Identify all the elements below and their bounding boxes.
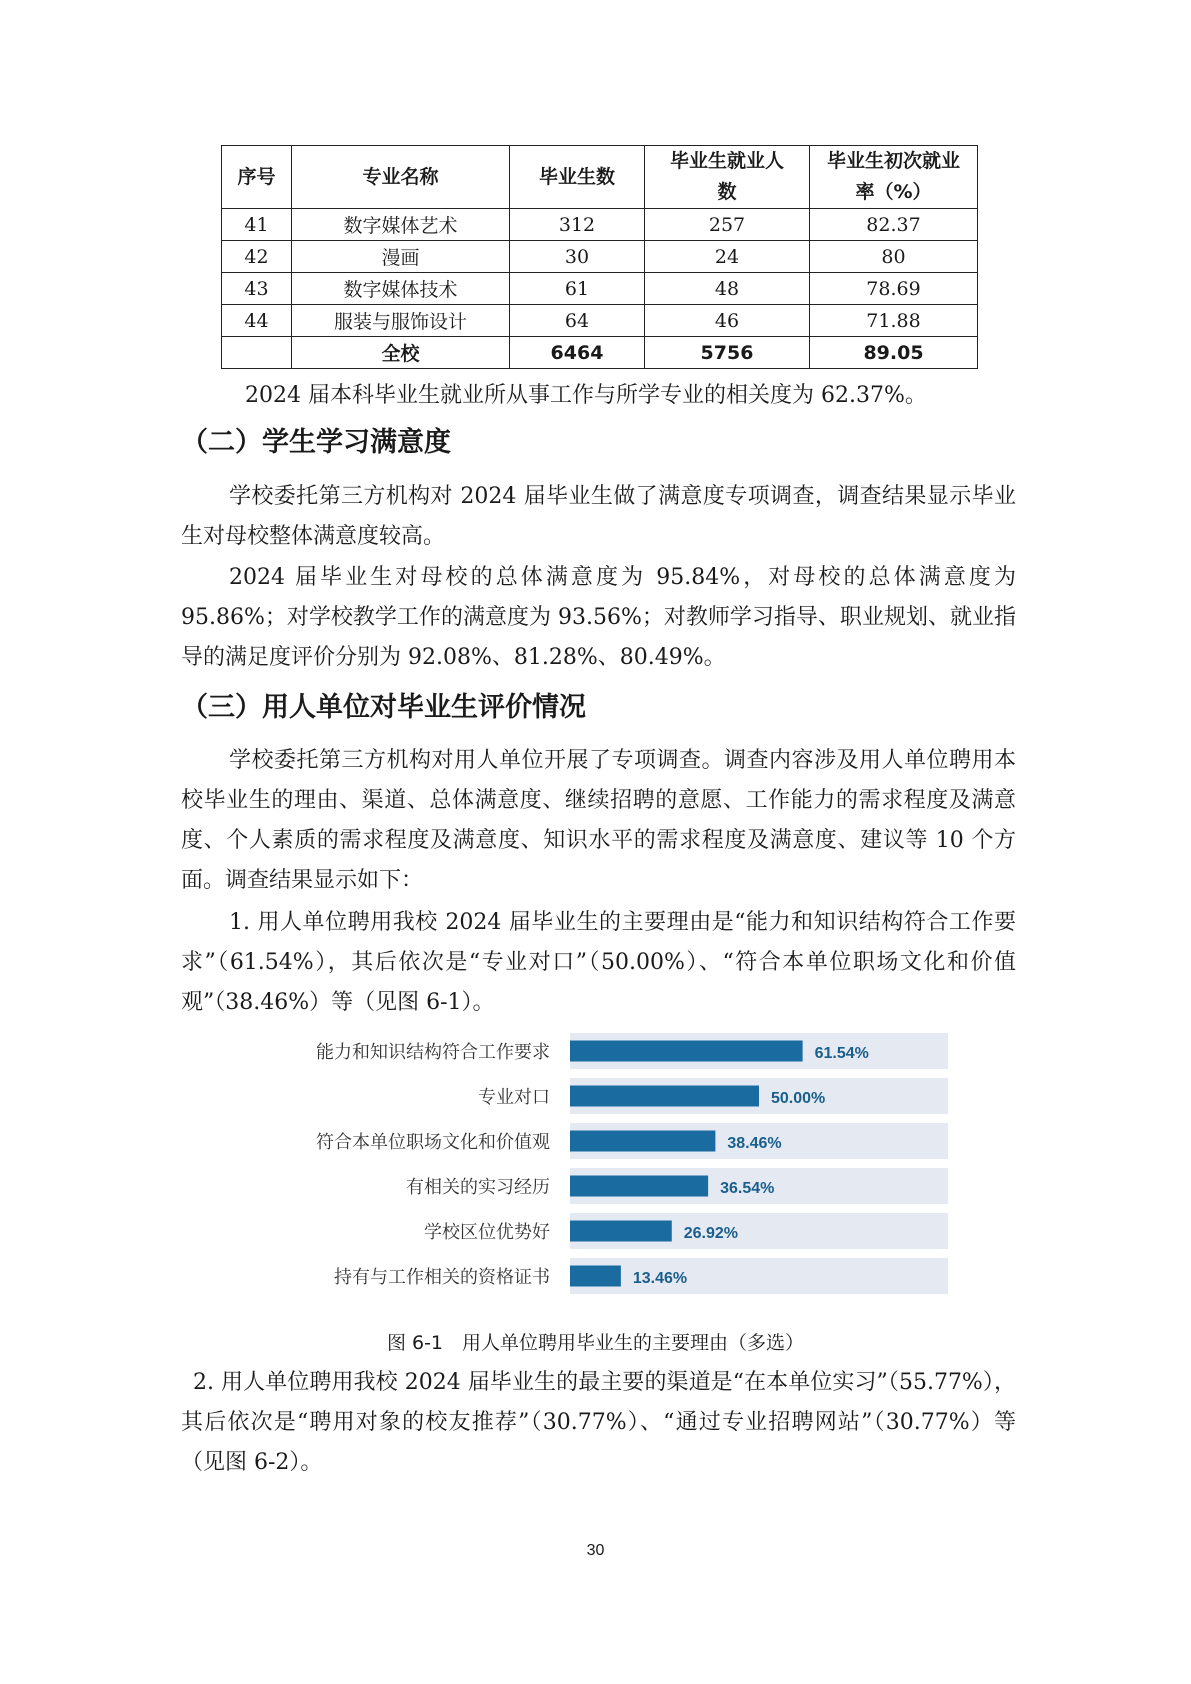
value-label: 26.92% [683, 1225, 739, 1242]
table-cell: 数字媒体艺术 [292, 209, 510, 241]
category-label: 专业对口 [478, 1087, 550, 1108]
table-cell: 服装与服饰设计 [292, 305, 510, 337]
table-cell: 42 [222, 241, 292, 273]
category-label: 学校区位优势好 [424, 1222, 550, 1243]
value-label: 13.46% [632, 1270, 688, 1287]
category-label: 持有与工作相关的资格证书 [334, 1267, 550, 1288]
table-cell: 24 [645, 241, 810, 273]
category-label: 有相关的实习经历 [406, 1177, 550, 1198]
table-header: 专业名称 [292, 146, 510, 209]
table-cell: 漫画 [292, 241, 510, 273]
section-heading-employer: （三）用人单位对毕业生评价情况 [181, 692, 586, 723]
table-cell: 全校 [292, 337, 510, 369]
bar [570, 1041, 803, 1062]
bar-track [570, 1258, 948, 1294]
table-cell: 82.37 [810, 209, 978, 241]
bar [570, 1086, 759, 1107]
section-heading-satisfaction: （二）学生学习满意度 [181, 427, 451, 458]
figure-caption: 图 6-1 用人单位聘用毕业生的主要理由（多选） [386, 1332, 805, 1354]
table-cell: 43 [222, 273, 292, 305]
table-row [222, 273, 978, 305]
table-cell: 46 [645, 305, 810, 337]
table-cell: 5756 [645, 337, 810, 369]
paragraph: 学校委托第三方机构对 2024 届毕业生做了满意度专项调查，调查结果显示毕业生对母校整体满意度较高。 [181, 484, 1016, 549]
table-header-row [222, 146, 978, 209]
value-label: 36.54% [720, 1180, 775, 1197]
table-cell: 48 [645, 273, 810, 305]
table-cell: 89.05 [810, 337, 978, 369]
table-cell: 44 [222, 305, 292, 337]
employment-table [221, 145, 978, 369]
hiring-reasons-chart [280, 1030, 960, 1310]
table-header: 毕业生就业人数 [645, 146, 810, 209]
value-label: 50.00% [771, 1090, 826, 1107]
value-label: 38.46% [727, 1135, 782, 1152]
table-cell: 61 [510, 273, 645, 305]
table-cell: 80 [810, 241, 978, 273]
category-label: 能力和知识结构符合工作要求 [316, 1042, 550, 1063]
table-row [222, 241, 978, 273]
table-cell [222, 337, 292, 369]
table-cell: 6464 [510, 337, 645, 369]
paragraph: 1. 用人单位聘用我校 2024 届毕业生的主要理由是“能力和知识结构符合工作要求”（61.54%），其后依次是“专业对口”（50.00%）、“符合本单位职场文化和价值观”（38.46%）等（见图 6-1）。 [181, 910, 1016, 1015]
table-header: 毕业生数 [510, 146, 645, 209]
bar [570, 1266, 621, 1287]
relevance-text: 2024 届本科毕业生就业所从事工作与所学专业的相关度为 62.37%。 [245, 383, 927, 408]
table-header: 序号 [222, 146, 292, 209]
table-cell: 71.88 [810, 305, 978, 337]
table-cell: 257 [645, 209, 810, 241]
table-total-row [222, 337, 978, 369]
page-number: 30 [586, 1542, 605, 1559]
table-cell: 312 [510, 209, 645, 241]
paragraph: 2. 用人单位聘用我校 2024 届毕业生的最主要的渠道是“在本单位实习”（55.77%），其后依次是“聘用对象的校友推荐”（30.77%）、“通过专业招聘网站”（30.77%）等（见图 6-2）。 [181, 1370, 1016, 1475]
paragraph: 学校委托第三方机构对用人单位开展了专项调查。调查内容涉及用人单位聘用本校毕业生的理由、渠道、总体满意度、继续招聘的意愿、工作能力的需求程度及满意度、个人素质的需求程度及满意度、知识水平的需求程度及满意度、建议等 10 个方面。调查结果显示如下： [181, 748, 1016, 893]
table-cell: 64 [510, 305, 645, 337]
table-cell: 30 [510, 241, 645, 273]
value-label: 61.54% [814, 1045, 869, 1062]
table-cell: 78.69 [810, 273, 978, 305]
bar [570, 1221, 672, 1242]
table-cell: 数字媒体技术 [292, 273, 510, 305]
bar [570, 1131, 715, 1152]
table-row [222, 209, 978, 241]
table-cell: 41 [222, 209, 292, 241]
category-label: 符合本单位职场文化和价值观 [316, 1132, 550, 1153]
table-row [222, 305, 978, 337]
bar [570, 1176, 708, 1197]
paragraph: 2024 届毕业生对母校的总体满意度为 95.84%，对母校的总体满意度为 95.86%；对学校教学工作的满意度为 93.56%；对教师学习指导、职业规划、就业指导的满足度评价分别为 92.08%、81.28%、80.49%。 [181, 565, 1016, 670]
table-header: 毕业生初次就业率（%） [810, 146, 978, 209]
